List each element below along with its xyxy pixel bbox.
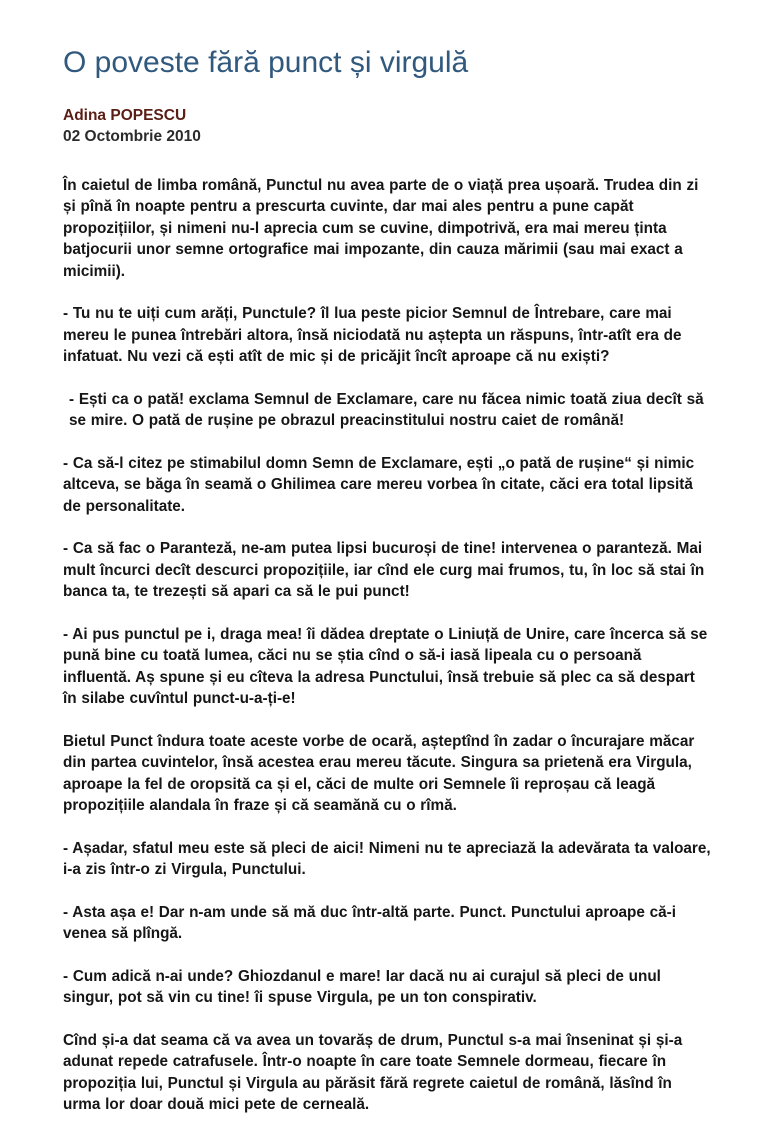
story-paragraph: - Asta așa e! Dar n-am unde să mă duc într-altă parte. Punct. Punctului aproape că-i venea să plîngă.: [63, 903, 677, 942]
publish-date: 02 Octombrie 2010: [63, 127, 201, 145]
story-body: [63, 175, 711, 1116]
story-paragraph: - Așadar, sfatul meu este să pleci de aici! Nimeni nu te apreciază la adevărata ta valoare, i-a zis într-o zi Virgula, Punctului.: [63, 839, 711, 878]
document-content: [63, 46, 711, 1137]
story-paragraph: - Ai pus punctul pe i, draga mea! îi dădea dreptate o Liniuță de Unire, care încerca să se pună bine cu toată lumea, căci nu se știa cînd o să-i iasă lipeala cu o persoană influentă. Aș spune și eu cîteva la adresa Punctului, însă trebuie să plec ca să despart în silabe cuvîntul punct-u-a-ți-e!: [63, 625, 708, 707]
story-paragraph: - Ca să-l citez pe stimabilul domn Semn de Exclamare, ești „o pată de rușine“ și nimic altceva, se băga în seamă o Ghilimea care mereu vorbea în citate, căci era total lipsită de personalitate.: [63, 454, 695, 515]
story-paragraph: Bietul Punct îndura toate aceste vorbe de ocară, așteptînd în zadar o încurajare măcar din partea cuvintelor, însă acestea erau mereu tăcute. Singura sa prietenă era Virgula, aproape la fel de oropsită ca și el, căci de multe ori Semnele îi reproșau că leagă propozițiile alandala în fraze și că seamănă cu o rîmă.: [63, 732, 695, 814]
page-title: O poveste fără punct și virgulă: [63, 46, 469, 79]
story-paragraph: - Cum adică n-ai unde? Ghiozdanul e mare! Iar dacă nu ai curajul să pleci de unul singur, pot să vin cu tine! îi spuse Virgula, pe un ton conspirativ.: [63, 967, 661, 1006]
story-paragraph: - Ca să fac o Paranteză, ne-am putea lipsi bucuroși de tine! intervenea o paranteză. Mai mult încurci decît descurci propozițiile, iar cînd ele curg mai frumos, tu, în loc să stai în banca ta, te trezești să apari ca să le pui punct!: [63, 540, 705, 600]
story-paragraph: - Tu nu te uiți cum arăți, Punctule? îl lua peste picior Semnul de Întrebare, care mai mereu le punea întrebări altora, însă niciodată nu aștepta un răspuns, într-atît era de infatuat. Nu vezi că ești atît de mic și de pricăjit încît aproape că nu exiști?: [63, 305, 682, 365]
author-name: Adina POPESCU: [63, 106, 187, 124]
story-paragraph: În caietul de limba română, Punctul nu avea parte de o viață prea ușoară. Trudea din zi și pînă în noapte pentru a prescurta cuvinte, dar mai ales pentru a pune capăt propozițiilor, și nimeni nu-l aprecia cum se cuvine, dimpotrivă, era mai mereu ținta batjocurii unor semne ortografice mai impozante, din cauza mărimii (sau mai exact a micimii).: [63, 176, 699, 280]
story-paragraph: - Ești ca o pată! exclama Semnul de Exclamare, care nu făcea nimic toată ziua decît să se mire. O pată de rușine pe obrazul preacinstitului nostru caiet de română!: [69, 390, 704, 429]
story-paragraph: Cînd și-a dat seama că va avea un tovarăș de drum, Punctul s-a mai înseninat și și-a adunat repede catrafusele. Într-o noapte în care toate Semnele dormeau, fiecare în propoziția lui, Punctul și Virgula au părăsit fără regrete caietul de română, lăsînd în urma lor doar două mici pete de cerneală.: [63, 1031, 683, 1113]
